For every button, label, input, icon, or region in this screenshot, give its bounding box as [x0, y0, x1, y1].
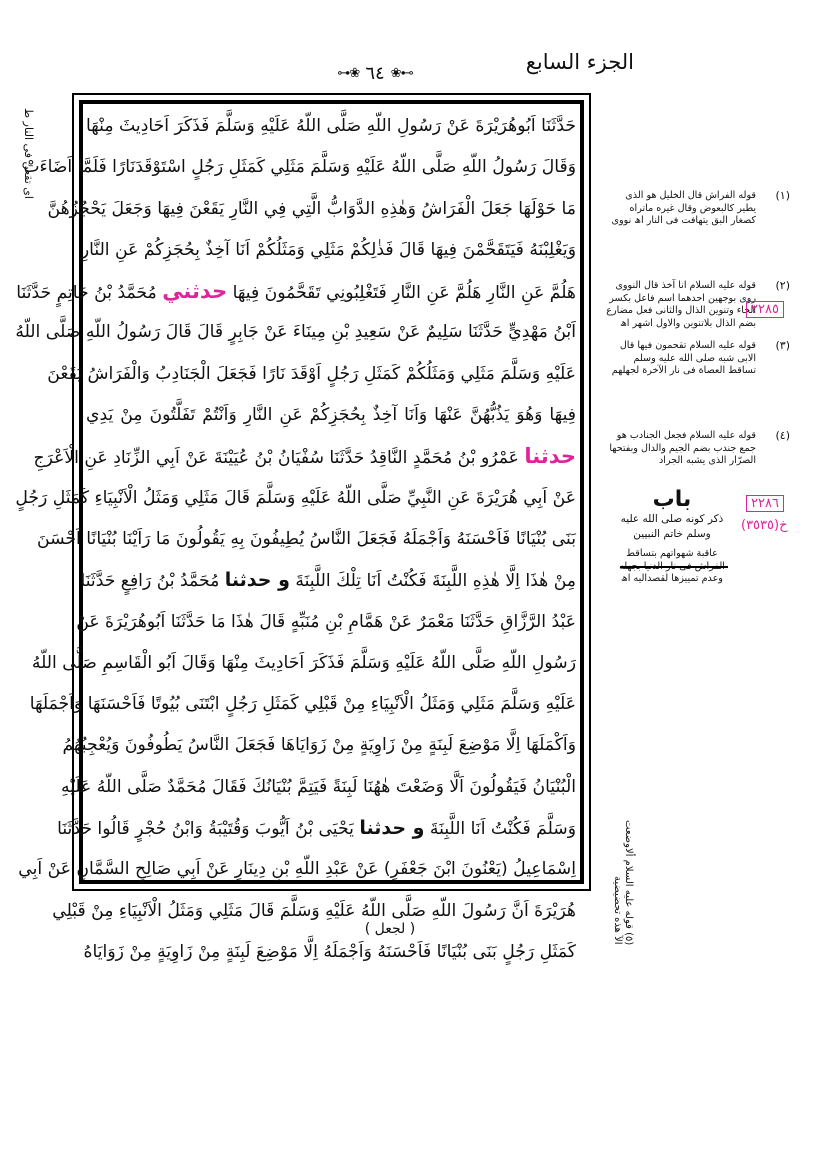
text-line: عَبْدُ الرَّزَّاقِ حَدَّثَنَا مَعْمَرٌ عَنْ هَمَّامِ بْنِ مُنَبِّهٍ قَالَ هٰذَا مَا حَدَّثَنَا اَبُوهُرَيْرَةَ عَنْ [76, 611, 576, 632]
text-line: رَسُولِ اللّهِ صَلَّى اللّهُ عَلَيْهِ وَسَلَّمَ فَذَكَرَ اَحَادِيثَ مِنْهَا وَقَالَ اَبُو الْقَاسِمِ صَلَّى اللّهُ [31, 652, 576, 673]
text-line [80, 560, 576, 601]
text-line: وَقَالَ رَسُولُ اللّهِ صَلَّى اللّهُ عَلَيْهِ وَسَلَّمَ مَثَلِي كَمَثَلِ رَجُلٍ اسْتَوْقَدَنَارًا فَلَمَّا اَضَاءَتْ [23, 157, 576, 178]
chapter-title: باب [652, 487, 692, 512]
text-line [33, 436, 576, 477]
chapter-divider [620, 566, 728, 568]
note-text: قوله عليه السلام تقحمون فيها قال الابى شبه صلى الله عليه وسلم تساقط العصاة فى نار الآخرة لجهلهم [611, 340, 756, 376]
text-run: هَلُمَّ عَنِ النَّارِ هَلُمَّ عَنِ النَّارِ فَتَغْلِبُونِي تَقَحَّمُونَ فِيهَا [227, 283, 576, 304]
text-line: وَيَغْلِبْنَهُ فَيَتَقَحَّمْنَ فِيهَا قَالَ فَذٰلِكُمْ مَثَلِي وَمَثَلُكُمْ اَنَا آخِذٌ بِحُجَزِكُمْ عَنِ النَّارِ [80, 239, 576, 260]
note-number: (٤) [775, 429, 790, 442]
note-text: قوله عليه السلام انا آخذ قال النووى روى بوجهين احدهما اسم فاعل بكسر الخاء وتنوين الذال والثانى فعل مضارع بضم الذال بلاتنوين والاول اشهر اھ [606, 280, 756, 329]
ref-2286-label: ٢٢٨٦ [746, 495, 784, 512]
text-line: وَاَكْمَلَهَا اِلَّا مَوْضِعَ لَبِنَةٍ مِنْ زَاوِيَةٍ مِنْ زَوَايَاهَا فَجَعَلَ النَّاسُ يَطُوفُونَ وَيُعْجِبُهُمُ [62, 735, 576, 756]
text-line [16, 271, 576, 312]
text-run: يَحْيَى بْنُ اَيُّوبَ وَقُتَيْبَةُ وَابْنُ حُجْرٍ قَالُوا حَدَّثَنَا [57, 819, 360, 840]
text-run: مُحَمَّدُ بْنُ حَاتِمٍ حَدَّثَنَا [16, 283, 163, 304]
ref-2285-label: ٢٢٨٥ [746, 301, 784, 318]
text-run: وَسَلَّمَ فَكُنْتُ اَنَا اللَّبِنَةَ [424, 819, 576, 840]
note-number: (٣) [775, 339, 790, 352]
margin-note [605, 340, 790, 378]
text-line: حَدَّثَنَا اَبُوهُرَيْرَةَ عَنْ رَسُولِ اللّهِ صَلَّى اللّهُ عَلَيْهِ وَسَلَّمَ فَذَكَرَ اَحَادِيثَ مِنْهَا [86, 116, 576, 136]
text-line: فِيهَا وَهُوَ يَذُبُّهُنَّ عَنْهَا وَاَنَا آخِذٌ بِحُجَزِكُمْ عَنِ النَّارِ وَاَنْتُمْ تَفَلَّتُونَ مِنْ يَدِي [86, 405, 576, 426]
ornament-right: ⊶❀ [337, 65, 360, 81]
chapter-text: ذكر كونه صلى الله عليه وسلم خاتم النبيين [620, 513, 724, 540]
note-number: (١) [775, 189, 790, 202]
page-number-ornament [300, 60, 450, 86]
text-line [57, 808, 576, 849]
hadith-marker: حدثني [162, 279, 228, 304]
side-note-left-text: ای تقعن فی النار ط [22, 108, 35, 199]
text-line: عَنْ اَبِي هُرَيْرَةَ عَنِ النَّبِيِّ صَلَّى اللّهُ عَلَيْهِ وَسَلَّمَ قَالَ مَثَلِي وَمَثَلُ الْاَنْبِيَاءِ كَمَثَلِ رَجُلٍ [15, 487, 576, 508]
text-run: مِنْ هٰذَا اِلَّا هٰذِهِ اللَّبِنَةَ فَكُنْتُ اَنَا تِلْكَ اللَّبِنَةَ [289, 571, 576, 592]
ref-3535-label: خ(٣٥٣٥) [741, 518, 788, 533]
ref-3535 [741, 514, 787, 533]
margin-note [605, 430, 790, 468]
text-line: كَمَثَلِ رَجُلٍ بَنَى بُنْيَانًا فَاَحْسَنَهُ وَاَجْمَلَهُ اِلَّا مَوْضِعَ لَبِنَةٍ مِنْ زَاوِيَةٍ مِنْ زَوَايَاهُ [83, 941, 576, 962]
text-line: عَلَيْهِ وَسَلَّمَ مَثَلِي وَمَثَلُكُمْ كَمَثَلِ رَجُلٍ اَوْقَدَ نَارًا فَجَعَلَ الْجَنَادِبُ وَالْفَرَاشُ يَقَعْنَ [47, 363, 576, 384]
page-number: ٦٤ [365, 62, 385, 84]
chapter-extra: عاقبة شهواتهم بتساقط وعدم تمييزها لقصدالیه اھ [621, 548, 723, 584]
ref-2285 [746, 298, 784, 318]
margin-note [605, 190, 790, 228]
vertical-note [612, 815, 636, 945]
hadith-marker: و حدثنا [359, 817, 425, 840]
ref-2286 [746, 492, 784, 512]
text-line: اَبْنُ مَهْدِيٍّ حَدَّثَنَا سَلِيمٌ عَنْ سَعِيدِ بْنِ مِينَاءَ عَنْ جَابِرٍ قَالَ قَالَ رَسُولُ اللّهِ صَلَّى اللّهُ [15, 322, 576, 343]
note-text: قوله عليه السلام فجعل الجنادب هو جمع جندب بضم الجيم والدال وبفتحها الصرّار الذى يشبه الجراد [609, 430, 756, 466]
text-line: بَنَى بُنْيَانًا فَاَحْسَنَهُ وَاَجْمَلَهُ فَجَعَلَ النَّاسُ يُطِيفُونَ بِهِ يَقُولُونَ مَا رَاَيْنَا بُنْيَانًا اَحْسَنَ [37, 528, 576, 549]
ornament-left: ❀⊷ [390, 65, 413, 81]
vertical-note-text: (٥) قوله عليه السلام ألاوضعت الآ هذه تحضيضية [612, 819, 634, 945]
text-line: مَا حَوْلَهَا جَعَلَ الْفَرَاشُ وَهٰذِهِ الدَّوَابُّ الَّتِي فِي النَّارِ يَقَعْنَ فِيهَا وَجَعَلَ يَحْجُزُهُنَّ [47, 198, 576, 219]
text-line: اِسْمَاعِيلُ (يَعْنُونَ ابْنَ جَعْفَرٍ) عَنْ عَبْدِ اللّهِ بْنِ دِينَارٍ عَنْ اَبِي صَالِحٍ السَّمَّانِ عَنْ اَبِي [18, 859, 576, 880]
text-line: هُرَيْرَةَ اَنَّ رَسُولَ اللّهِ صَلَّى اللّهُ عَلَيْهِ وَسَلَّمَ قَالَ مَثَلِي وَمَثَلُ الْاَنْبِيَاءِ مِنْ قَبْلِي [52, 900, 576, 921]
page-footer: ( لجعل ) [364, 921, 416, 937]
note-number: (٢) [775, 279, 790, 292]
volume-title: الجزء السابع [525, 50, 634, 74]
hadith-marker: حدثنا [524, 444, 576, 469]
hadith-marker: و حدثنا [224, 569, 290, 592]
text-line: الْبُنْيَانُ فَيَقُولُونَ اَلَّا وَضَعْتَ هٰهُنَا لَبِنَةً فَيَتِمَّ بُنْيَانُكَ فَقَالَ مُحَمَّدٌ صَلَّى اللّهُ عَلَيْهِ [60, 776, 576, 797]
text-run: عَمْرُو بْنُ مُحَمَّدٍ النَّاقِدُ حَدَّثَنَا سُفْيَانُ بْنُ عُيَيْنَةَ عَنْ اَبِي الزِّنَادِ عَنِ الْاَعْرَجِ [33, 448, 525, 469]
chapter-heading-box [612, 488, 732, 586]
text-run: مُحَمَّدُ بْنُ رَافِعٍ حَدَّثَنَا [80, 571, 225, 592]
note-text: قوله الفراش قال الخليل هو الذى يطير كالبعوض وقال غيره ماتراه كصغار البق يتهافت فى النار اھ نووى [611, 190, 756, 226]
text-line: عَلَيْهِ وَسَلَّمَ مَثَلِي وَمَثَلُ الْاَنْبِيَاءِ مِنْ قَبْلِي كَمَثَلِ رَجُلٍ ابْتَنَى بُيُوتًا فَاَحْسَنَهَا وَاَجْمَلَهَا [29, 694, 576, 715]
